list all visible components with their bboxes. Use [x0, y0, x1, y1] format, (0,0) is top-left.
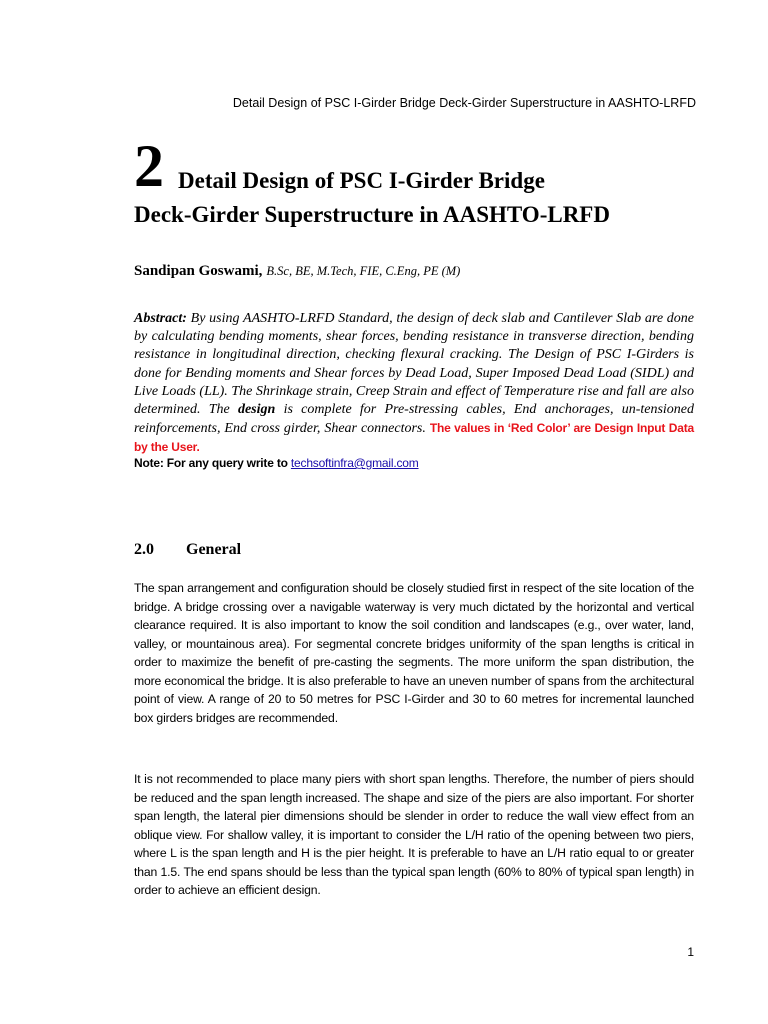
- author-name: Sandipan Goswami,: [134, 263, 263, 279]
- red-color-note: The values in ‘Red Color’ are Design Input Data by the User.: [134, 421, 694, 455]
- author-line: [134, 262, 460, 280]
- abstract-bold-word: design: [237, 402, 276, 418]
- query-note: [134, 456, 419, 470]
- abstract: [134, 310, 694, 458]
- abstract-label: Abstract:: [134, 311, 187, 326]
- email-link[interactable]: techsoftinfra@gmail.com: [290, 456, 419, 470]
- chapter-title-line2: Deck-Girder Superstructure in AASHTO-LRFD: [134, 202, 610, 227]
- chapter-number: 2: [134, 133, 164, 199]
- running-header: Detail Design of PSC I-Girder Bridge Deck-Girder Superstructure in AASHTO-LRFD: [232, 96, 696, 110]
- body-paragraph-1: The span arrangement and configuration should be closely studied first in respect of the site location of the bridge. A bridge crossing over a navigable waterway is very much dictated by the horizontal and vertical clearance required. It is also important to know the soil condition and landscapes (e.g., over water, land, valley, or mountainous area). For segmental concrete bridges uniformity of the span lengths is critical in order to maximize the benefit of pre-casting the segments. The more uniform the span distribution, the more economical the bridge. It is also preferable to have an uneven number of spans from the architectural point of view. A range of 20 to 50 metres for PSC I-Girder and 30 to 60 metres for incremental launched box girders bridges are recommended.: [134, 581, 694, 725]
- page-number: 1: [687, 945, 694, 959]
- section-number: 2.0: [134, 541, 154, 558]
- chapter-title-line1: Detail Design of PSC I-Girder Bridge: [178, 168, 545, 193]
- chapter-title: [134, 134, 714, 228]
- chapter-title-row: [134, 133, 714, 199]
- abstract-text-continued: is complete for Pre-stressing cables, End anchorages, un-tensioned reinforcements, End cross girder, Shear connectors.: [134, 402, 695, 437]
- section-heading: [134, 541, 241, 559]
- body-paragraph-2: It is not recommended to place many piers with short span lengths. Therefore, the number of piers should be reduced and the span length increased. The shape and size of the piers are also important. For shorter span length, the lateral pier dimensions should be slender in order to reduce the wall view effect from an oblique view. For shallow valley, it is important to consider the L/H ratio of the opening between two piers, where L is the span length and H is the pier height. It is preferable to have an L/H ratio equal to or greater than 1.5. The end spans should be less than the typical span length (60% to 80% of typical span length) in order to achieve an efficient design.: [134, 772, 694, 897]
- query-note-prefix: Note: For any query write to: [134, 456, 288, 470]
- abstract-text: By using AASHTO-LRFD Standard, the design of deck slab and Cantilever Slab are done by calculating bending moments, shear forces, bending resistance in transverse direction, bending resistance in longitudinal direction, checking flexural cracking. The Design of PSC I-Girders is done for Bending moments and Shear forces by Dead Load, Super Imposed Dead Load (SIDL) and Live Loads (LL). The Shrinkage strain, Creep Strain and effect of Temperature rise and fall are also determined. The: [134, 311, 695, 418]
- author-credentials: B.Sc, BE, M.Tech, FIE, C.Eng, PE (M): [266, 264, 461, 278]
- section-title: General: [186, 541, 242, 558]
